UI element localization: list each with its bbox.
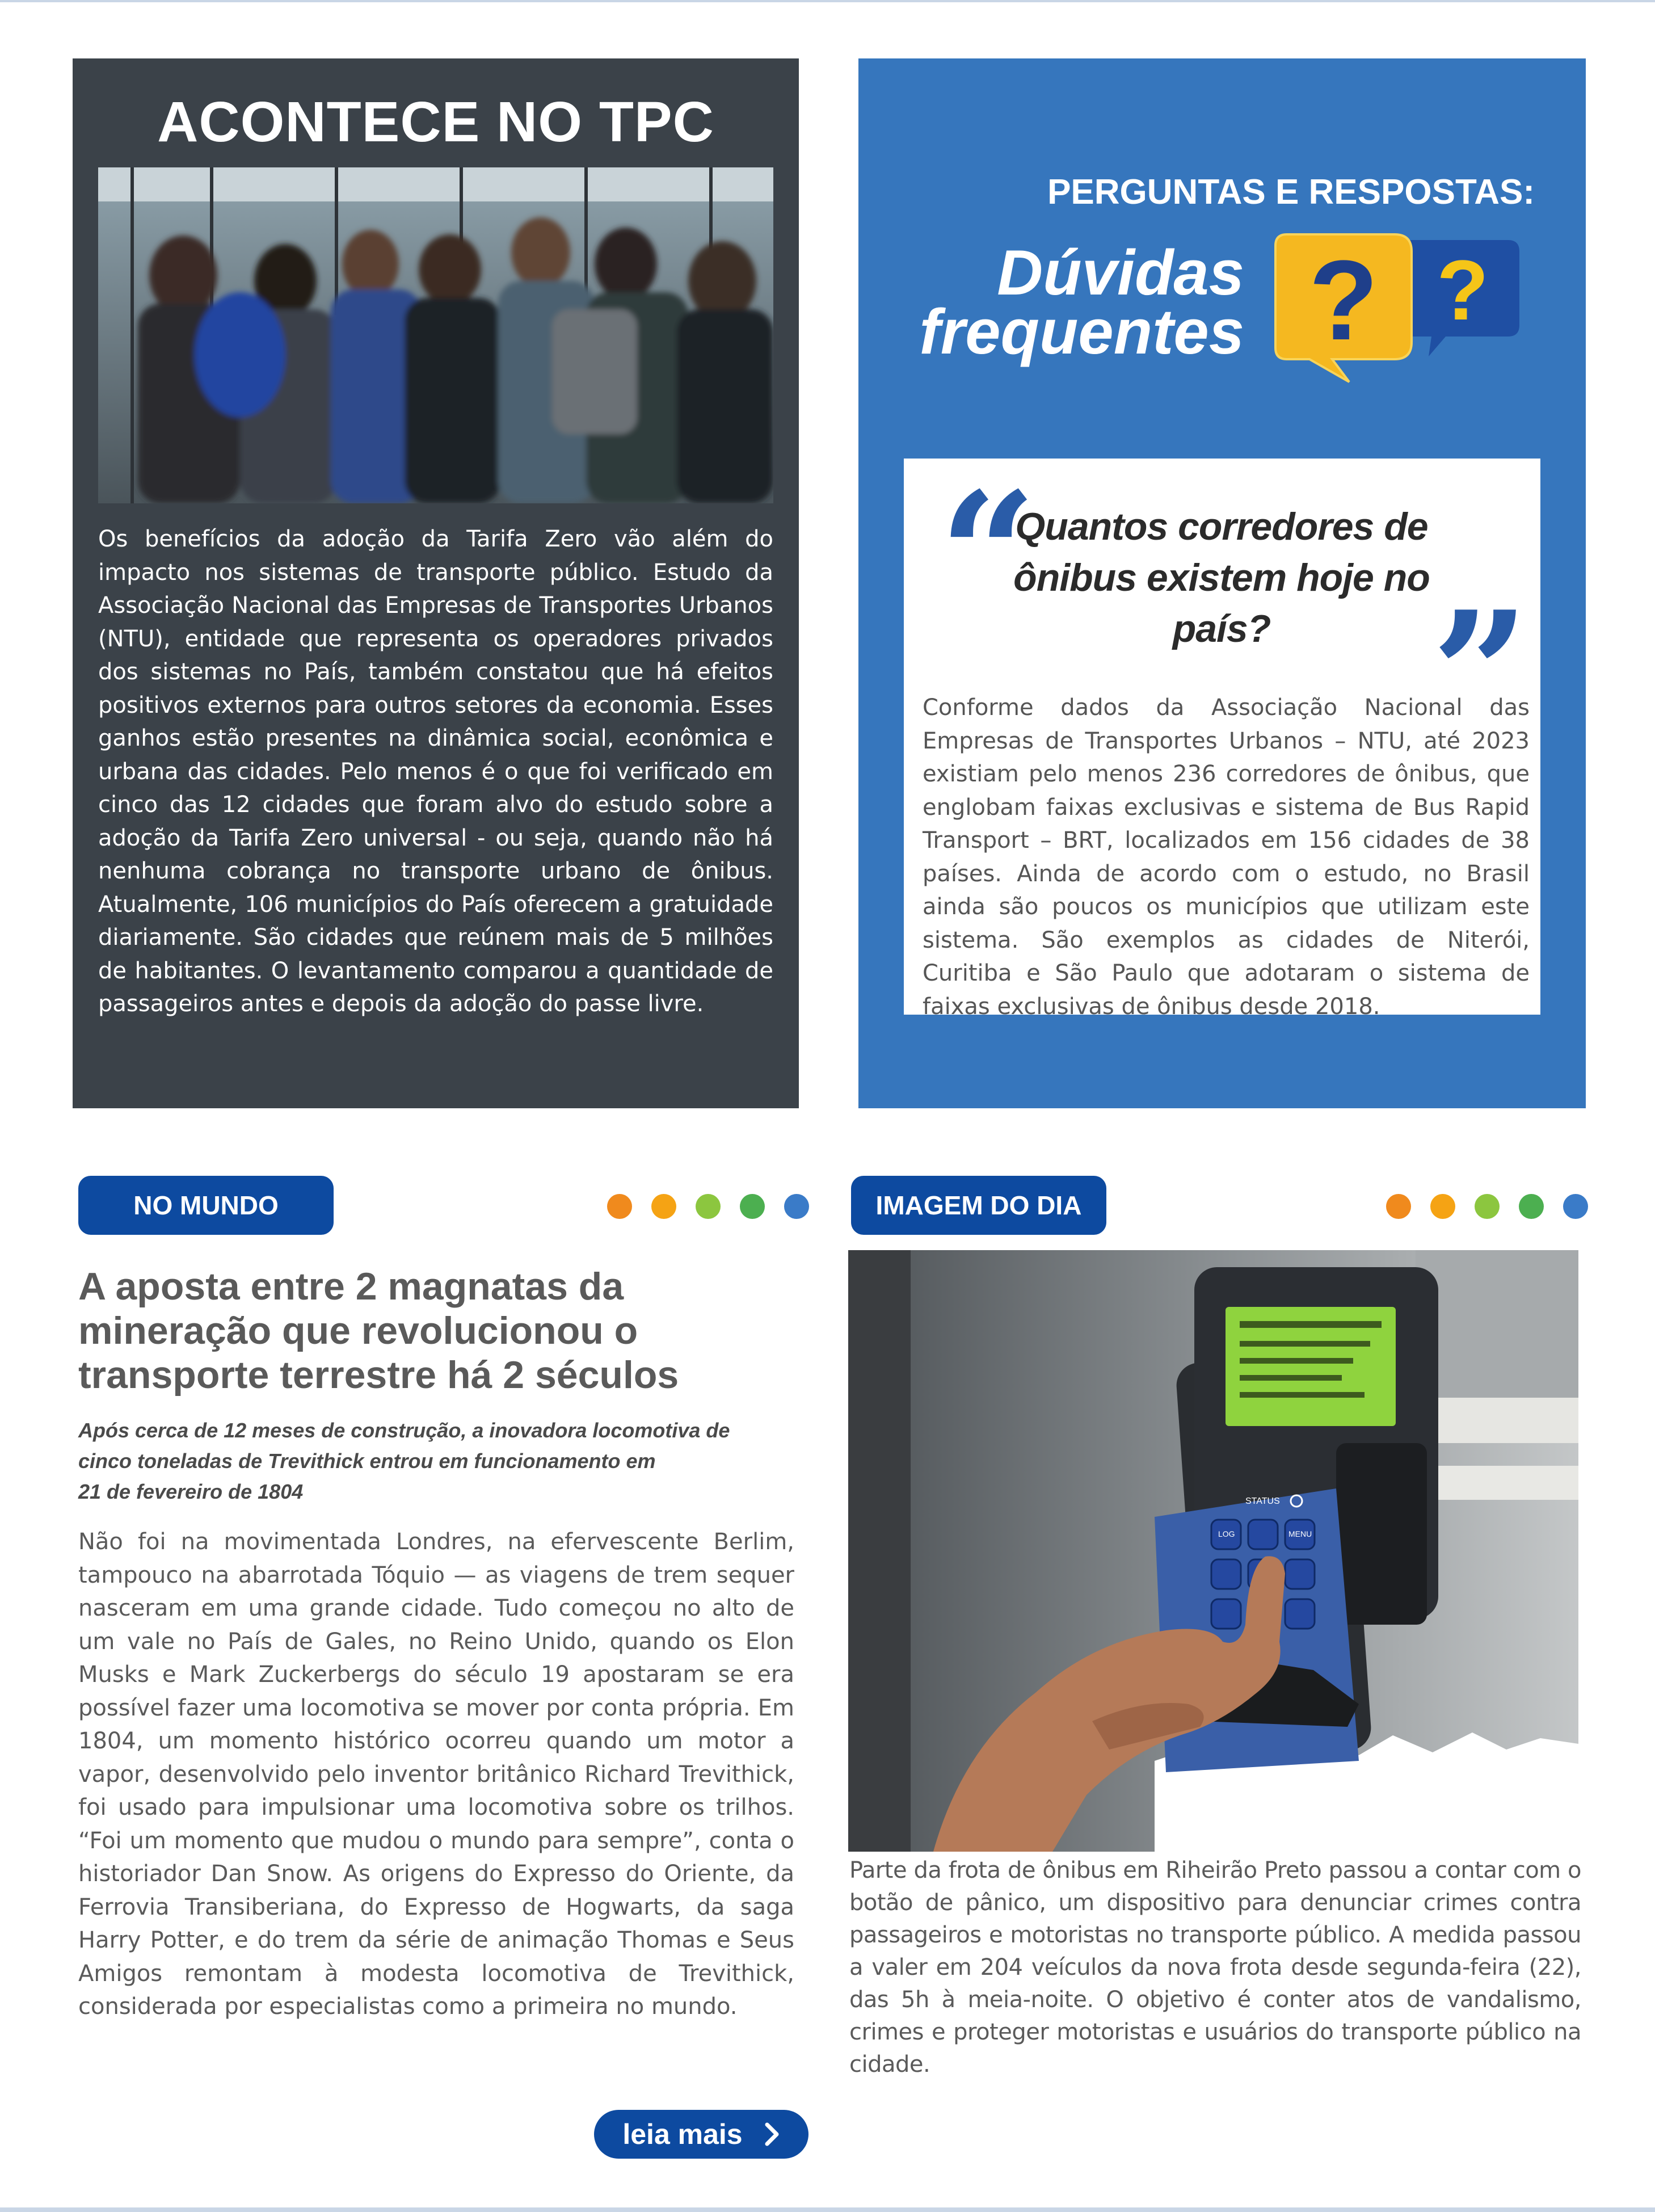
faq-question: Quantos corredores de ônibus existem hoje no país? xyxy=(1013,505,1430,650)
quote-close-icon: ” xyxy=(1431,574,1530,774)
dot-4 xyxy=(1519,1194,1544,1219)
no-mundo-body: Não foi na movimentada Londres, na efervescente Berlim, tampouco na abarrotada Tóquio — as viagens de trem sequer nasceram em uma grande cidade. Tudo começou no alto de um vale no País de Gales, no Reino Unido, quando os Elon Musks e Mark Zuckerbergs do século 19 apostaram se era possível fazer uma locomotiva se mover por conta própria. Em 1804, um momento histórico ocorreu quando um motor a vapor, desenvolvido pelo inventor britânico Richard Trevithick, foi usado para impulsionar uma locomotiva sobre os trilhos. “Foi um momento que mudou o mundo para sempre”, conta o historiador Dan Snow. As origens do Expresso do Oriente, da Ferrovia Transiberiana, do Expresso de Hogwarts, da saga Harry Potter, e do trem da série de animação Thomas e Seus Amigos remontam à modesta locomotiva de Trevithick, considerada por especialistas como a primeira no mundo. xyxy=(78,1529,794,2020)
small-bubble-symbol: ? xyxy=(1437,242,1489,338)
no-mundo-subtitle-line3: 21 de fevereiro de 1804 xyxy=(78,1480,304,1503)
chevron-right-icon xyxy=(764,2122,780,2147)
dot-5 xyxy=(1563,1194,1588,1219)
faq-card xyxy=(904,455,1540,1020)
acontece-panel xyxy=(73,58,799,1108)
dot-1 xyxy=(607,1194,632,1219)
quote-open-icon: “ xyxy=(939,455,1037,655)
dot-2 xyxy=(1430,1194,1455,1219)
acontece-body: Os benefícios da adoção da Tarifa Zero vão além do impacto nos sistemas de transporte público. Estudo da Associação Nacional das Empresas de Transportes Urbanos (NTU), entidade que representa os operadores privados dos sistemas no País, também constatou que há efeitos positivos externos para outros setores da economia. Esses ganhos estão presentes na dinâmica social, econômica e urbana das cidades. Pelo menos é o que foi verificado em cinco das 12 cidades que foram alvo do estudo sobre a adoção da Tarifa Zero universal - ou seja, quando não há nenhuma cobrança no transporte urbano de ônibus. Atualmente, 106 municípios do País oferecem a gratuidade diariamente. São cidades que reúnem mais de 5 milhões de habitantes. O levantamento comparou a quantidade de passageiros antes e depois da adoção do passe livre. xyxy=(98,526,773,1017)
dot-1 xyxy=(1386,1194,1411,1219)
dot-3 xyxy=(696,1194,721,1219)
no-mundo-subtitle xyxy=(78,1415,793,1507)
no-mundo-subtitle-line1: Após cerca de 12 meses de construção, a inovadora locomotiva de xyxy=(78,1419,730,1442)
dot-3 xyxy=(1475,1194,1500,1219)
device-key-menu: MENU xyxy=(1288,1529,1312,1538)
no-mundo-subtitle-line2: cinco toneladas de Trevithick entrou em funcionamento em xyxy=(78,1449,656,1473)
bottom-rule xyxy=(0,2207,1655,2212)
device-status-label: STATUS xyxy=(1245,1496,1280,1506)
dot-2 xyxy=(651,1194,676,1219)
top-rule xyxy=(0,0,1655,2)
panic-button-photo xyxy=(848,1250,1578,1852)
faq-answer: Conforme dados da Associação Nacional das Empresas de Transportes Urbanos – NTU, até 2023 existiam pelo menos 236 corredores de ônibus, que englobam faixas exclusivas e sistema de Bus Rapid Transport – BRT, localizados em 156 cidades de 38 países. Ainda de acordo com o estudo, no Brasil ainda são poucos os municípios que utilizam este sistema. São exemplos as cidades de Niterói, Curitiba e São Paulo que adotaram o sistema de faixas exclusivas de ônibus desde 2018. xyxy=(923,695,1530,1020)
imagem-do-dia-label: IMAGEM DO DIA xyxy=(851,1176,1106,1235)
big-bubble-symbol: ? xyxy=(1308,237,1379,364)
no-mundo-headline: A aposta entre 2 magnatas da mineração que revolucionou o transporte terrestre há 2 séculos xyxy=(78,1265,679,1397)
dot-5 xyxy=(784,1194,809,1219)
leia-mais-label: leia mais xyxy=(622,2118,743,2150)
crowd-photo-illustration xyxy=(98,167,773,503)
faq-title xyxy=(858,237,1244,367)
faq-panel xyxy=(858,58,1586,1108)
leia-mais-button[interactable] xyxy=(594,2110,808,2159)
panic-button-photo-illustration xyxy=(848,1250,1578,1852)
no-mundo-label: NO MUNDO xyxy=(78,1176,334,1235)
dot-4 xyxy=(740,1194,765,1219)
decorative-dots-right xyxy=(1386,1194,1588,1219)
device-key-log: LOG xyxy=(1218,1529,1235,1538)
question-bubbles-icon xyxy=(1264,229,1525,388)
decorative-dots-left xyxy=(607,1194,809,1219)
faq-kicker: PERGUNTAS E RESPOSTAS: xyxy=(1047,173,1535,212)
imagem-do-dia-caption: Parte da frota de ônibus em Riheirão Preto passou a contar com o botão de pânico, um dispositivo para denunciar crimes contra passageiros e motoristas no transporte público. A medida passou a valer em 204 veículos da nova frota desde segunda-feira (22), das 5h à meia-noite. O objetivo é conter atos de vandalismo, crimes e proteger motoristas e usuários do transporte público na cidade. xyxy=(849,1857,1581,2078)
acontece-title: ACONTECE NO TPC xyxy=(157,90,714,154)
crowd-photo xyxy=(98,167,773,503)
faq-title-line1: Dúvidas xyxy=(997,237,1244,308)
faq-title-line2: frequentes xyxy=(919,296,1244,367)
